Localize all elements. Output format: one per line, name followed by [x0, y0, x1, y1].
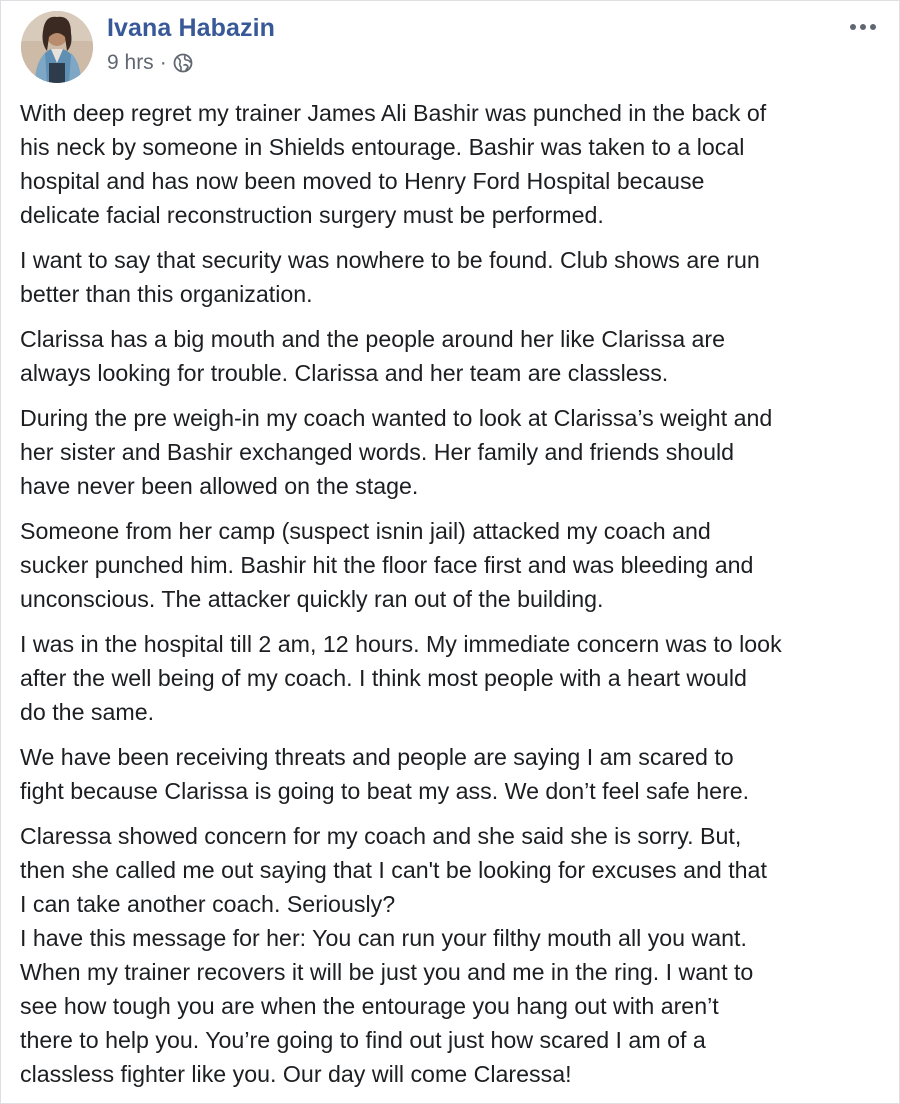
more-options-icon[interactable] — [845, 15, 881, 39]
post-timestamp[interactable]: 9 hrs — [107, 51, 154, 74]
author-name[interactable]: Ivana Habazin — [107, 14, 276, 42]
post-body — [20, 96, 890, 1102]
post-paragraph: Clarissa has a big mouth and the people around her like Clarissa are always looking for trouble. Clarissa and her team are classless. — [20, 326, 726, 386]
post-paragraph: With deep regret my trainer James Ali Bashir was punched in the back of his neck by someone in Shields entourage. Bashir was taken to a local hospital and has now been moved to Henry Ford Hospital because delicate facial reconstruction surgery must be performed. — [20, 100, 767, 228]
post-meta — [107, 51, 193, 75]
post-paragraph: I want to say that security was nowhere to be found. Club shows are run better than this organization. — [20, 247, 760, 307]
post-paragraph: During the pre weigh-in my coach wanted to look at Clarissa’s weight and her sister and Bashir exchanged words. Her family and friends should have never been allowed on the stage. — [20, 405, 773, 499]
avatar-image — [21, 11, 93, 83]
globe-icon[interactable] — [173, 53, 193, 73]
meta-separator: · — [159, 51, 167, 74]
post-paragraph: We have been receiving threats and people are saying I am scared to fight because Clarissa is going to beat my ass. We don’t feel safe here. — [20, 744, 750, 804]
post-paragraph: Someone from her camp (suspect isnin jail) attacked my coach and sucker punched him. Bashir hit the floor face first and was bleeding and unconscious. The attacker quickly ran out of the building. — [20, 518, 754, 612]
author-avatar[interactable] — [21, 11, 93, 83]
post-paragraph: I have this message for her: You can run your filthy mouth all you want. When my trainer recovers it will be just you and me in the ring. I want to see how tough you are when the entourage you hang out with aren’t there to help you. You’re going to find out just how scared I am of a classless fighter like you. Our day will come Claressa! — [20, 925, 754, 1087]
post-header — [21, 11, 881, 81]
post-paragraph: I was in the hospital till 2 am, 12 hours. My immediate concern was to look after the well being of my coach. I think most people with a heart would do the same. — [20, 631, 782, 725]
post-paragraph: Claressa showed concern for my coach and she said she is sorry. But, then she called me out saying that I can't be looking for excuses and that I can take another coach. Seriously? — [20, 823, 767, 917]
